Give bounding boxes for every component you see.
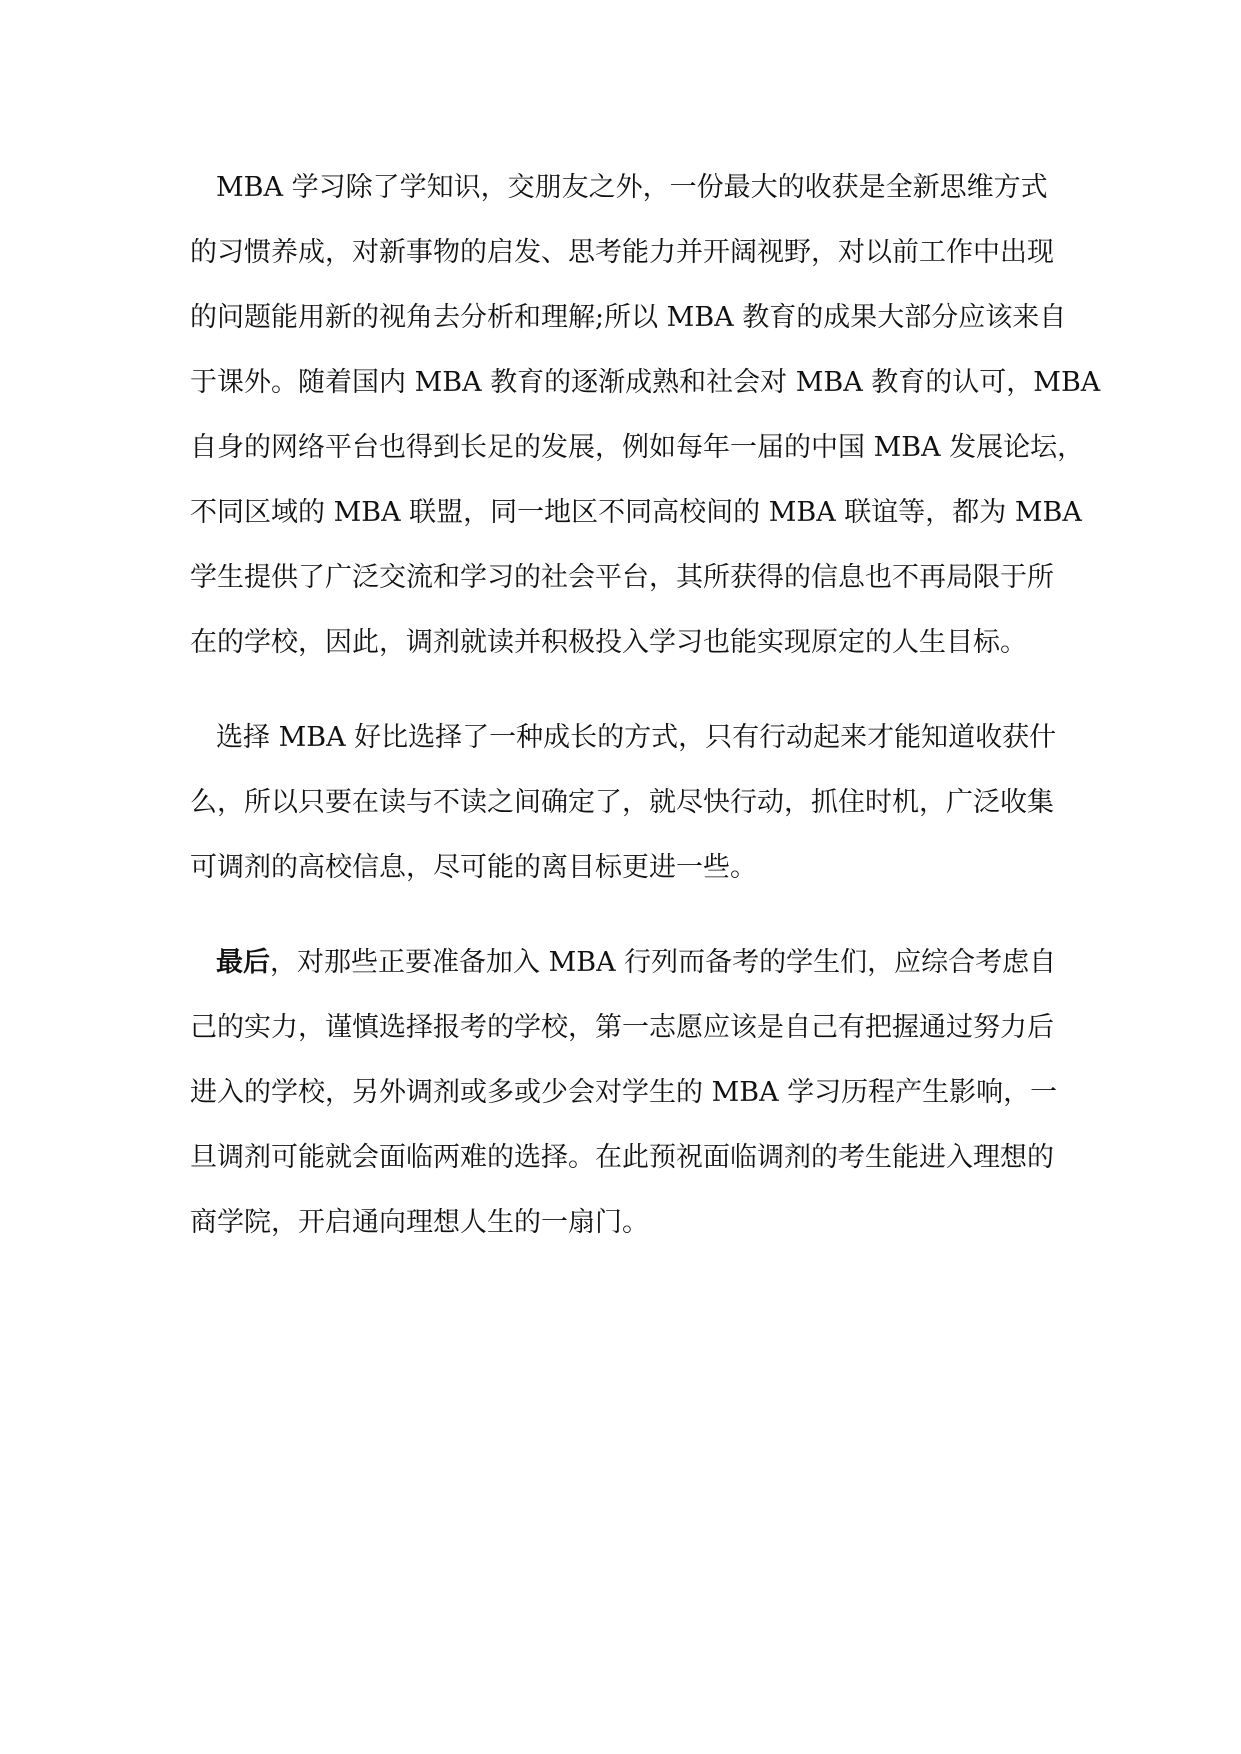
paragraph-line: 不同区域的 MBA 联盟，同一地区不同高校间的 MBA 联谊等，都为 MBA [190,497,1082,528]
paragraph-spacer [190,900,1050,930]
paragraph-1 [190,155,1101,675]
document-body [190,155,1101,1255]
paragraph-line: 商学院，开启通向理想人生的一扇门。 [190,1207,649,1238]
paragraph-line: 在的学校，因此，调剂就读并积极投入学习也能实现原定的人生目标。 [190,627,1027,658]
paragraph-3 [190,930,1058,1255]
paragraph-first-line [190,930,1057,995]
paragraph-line: MBA 学习除了学知识，交朋友之外，一份最大的收获是全新思维方式 [216,172,1048,203]
paragraph-line: 么，所以只要在读与不读之间确定了，就尽快行动，抓住时机，广泛收集 [190,787,1054,818]
paragraph-line: 旦调剂可能就会面临两难的选择。在此预祝面临调剂的考生能进入理想的 [190,1142,1054,1173]
paragraph-line: 学生提供了广泛交流和学习的社会平台，其所获得的信息也不再局限于所 [190,562,1054,593]
paragraph-line: 选择 MBA 好比选择了一种成长的方式，只有行动起来才能知道收获什 [216,722,1057,753]
paragraph-line: 于课外。随着国内 MBA 教育的逐渐成熟和社会对 MBA 教育的认可，MBA [190,367,1101,398]
first-line-rest: ，对那些正要准备加入 MBA 行列而备考的学生们，应综合考虑自 [270,947,1057,978]
paragraph-line: 己的实力，谨慎选择报考的学校，第一志愿应该是自己有把握通过努力后 [190,1012,1054,1043]
bold-lead-text: 最后 [216,947,270,978]
paragraph-spacer [190,675,1050,705]
paragraph-line: 可调剂的高校信息，尽可能的离目标更进一些。 [190,852,757,883]
paragraph-line: 自身的网络平台也得到长足的发展，例如每年一届的中国 MBA 发展论坛， [190,432,1085,463]
paragraph-line: 的习惯养成，对新事物的启发、思考能力并开阔视野，对以前工作中出现 [190,237,1054,268]
paragraph-2 [190,705,1057,900]
paragraph-line: 进入的学校，另外调剂或多或少会对学生的 MBA 学习历程产生影响，一 [190,1077,1058,1108]
paragraph-line: 的问题能用新的视角去分析和理解;所以 MBA 教育的成果大部分应该来自 [190,302,1067,333]
